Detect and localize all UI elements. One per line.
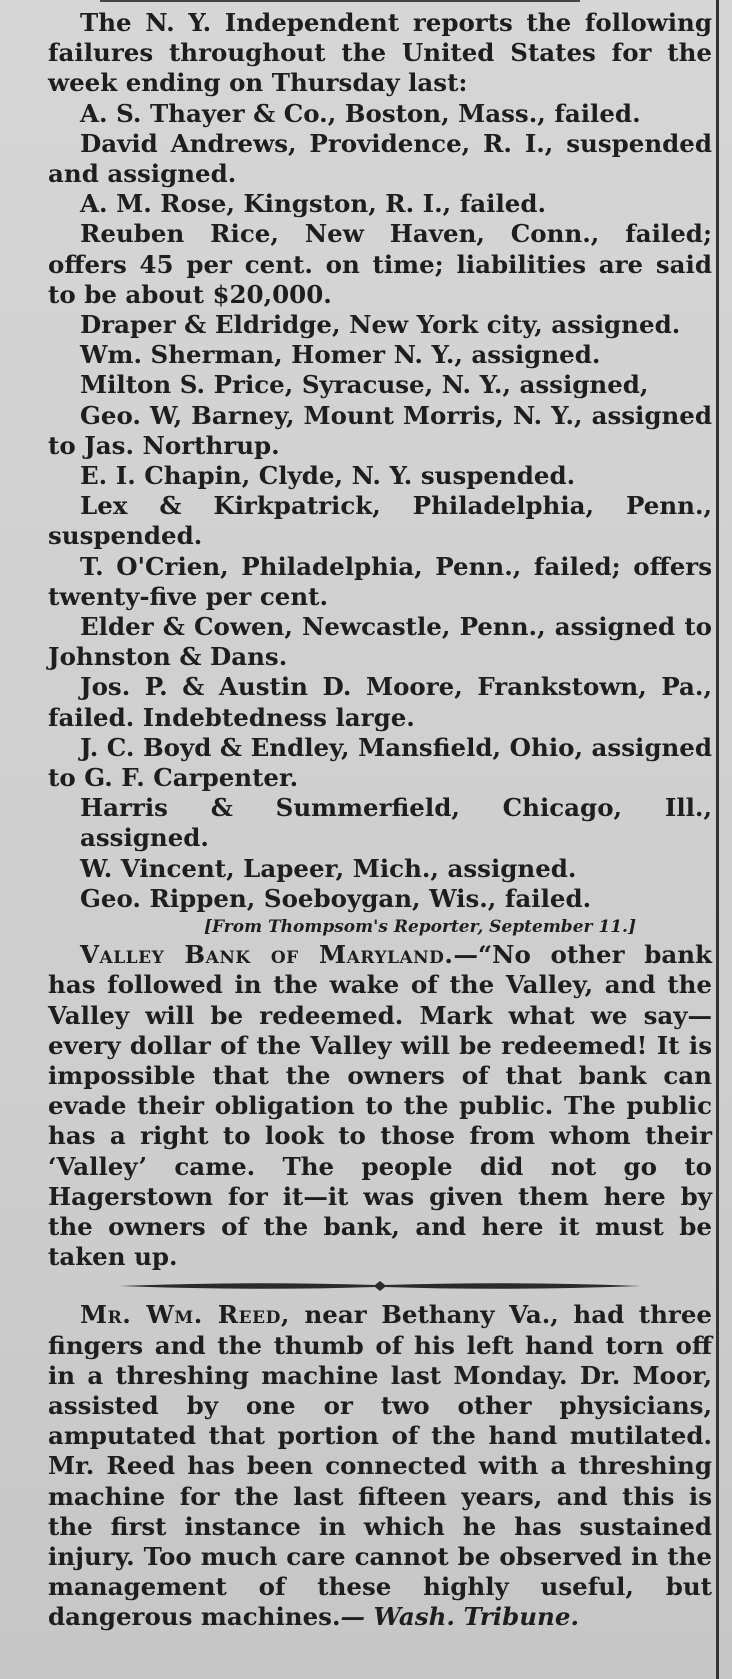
article-body: —“No other bank has followed in the wake of the Valley, and the Valley will be redeemed. Mark what we say—every dollar of the Valley will be redeemed! It is impossible that the owners of that bank can evade their obligation to the public. The public has a right to look to those from whom their ‘Valley’ came. The people did not go to Hagerstown for it—it was given them here by the owners of the bank, and here it must be taken up. — [48, 940, 712, 1272]
failure-entry: W. Vincent, Lapeer, Mich., assigned. — [80, 853, 577, 883]
article-heading: Valley Bank of Maryland. — [80, 940, 454, 970]
newspaper-column — [48, 8, 712, 1633]
failure-entry: E. I. Chapin, Clyde, N. Y. suspended. — [80, 461, 576, 491]
failure-entry: Geo. W, Barney, Mount Morris, N. Y., assigned to Jas. Northrup. — [48, 400, 712, 460]
failure-entry: Jos. P. & Austin D. Moore, Frankstown, Pa., failed. Indebtedness large. — [48, 672, 712, 732]
failure-entry: Geo. Rippen, Soeboygan, Wis., failed. — [80, 883, 592, 913]
failure-entry: T. O'Crien, Philadelphia, Penn., failed; offers twenty-five per cent. — [48, 551, 712, 611]
reed-article — [48, 1300, 712, 1632]
failures-intro: The N. Y. Independent reports the following failures throughout the United States for the week ending on Thursday last: — [48, 8, 712, 98]
failure-entry: J. C. Boyd & Endley, Mansfield, Ohio, assigned to G. F. Carpenter. — [48, 732, 712, 793]
article-credit: — Wash. Tribune. — [340, 1602, 579, 1632]
failures-article — [48, 8, 712, 914]
reed-paragraph — [48, 1300, 712, 1632]
failure-entry: Milton S. Price, Syracuse, N. Y., assigned, — [80, 370, 649, 400]
failure-entry: Harris & Summerfield, Chicago, Ill., assigned. — [80, 793, 712, 853]
ornamental-divider — [88, 1272, 672, 1300]
divider-ornament — [120, 1279, 640, 1293]
failure-entry: A. S. Thayer & Co., Boston, Mass., failed. — [80, 98, 641, 128]
source-line: [From Thompsom's Reporter, September 11.] — [203, 917, 636, 938]
failure-entry: Draper & Eldridge, New York city, assigned. — [80, 310, 681, 340]
failure-entry: Lex & Kirkpatrick, Philadelphia, Penn., suspended. — [48, 491, 712, 551]
valley-bank-paragraph — [48, 940, 712, 1272]
failure-entry: Reuben Rice, New Haven, Conn., failed; offers 45 per cent. on time; liabilities are said to be about $20,000. — [48, 219, 712, 309]
top-rule — [100, 0, 580, 2]
failure-entry: Elder & Cowen, Newcastle, Penn., assigned to Johnston & Dans. — [48, 612, 712, 672]
failure-entry: Wm. Sherman, Homer N. Y., assigned. — [80, 340, 601, 370]
failure-entry: A. M. Rose, Kingston, R. I., failed. — [80, 189, 547, 219]
article-heading: Mr. Wm. Reed, — [80, 1300, 290, 1330]
article-body: near Bethany Va., had three fingers and the thumb of his left hand torn off in a threshing machine last Monday. Dr. Moor, assisted by one or two other physicians, amputated that portion of the hand mutilated. Mr. Reed has been connected with a threshing machine for the last fifteen years, and this is the first instance in which he has sustained injury. Too much care cannot be observed in the management of these highly useful, but dangerous machines. — [48, 1300, 713, 1632]
column-rule — [716, 0, 719, 1679]
valley-bank-article — [48, 914, 712, 1272]
failure-entry: David Andrews, Providence, R. I., suspended and assigned. — [48, 128, 712, 189]
